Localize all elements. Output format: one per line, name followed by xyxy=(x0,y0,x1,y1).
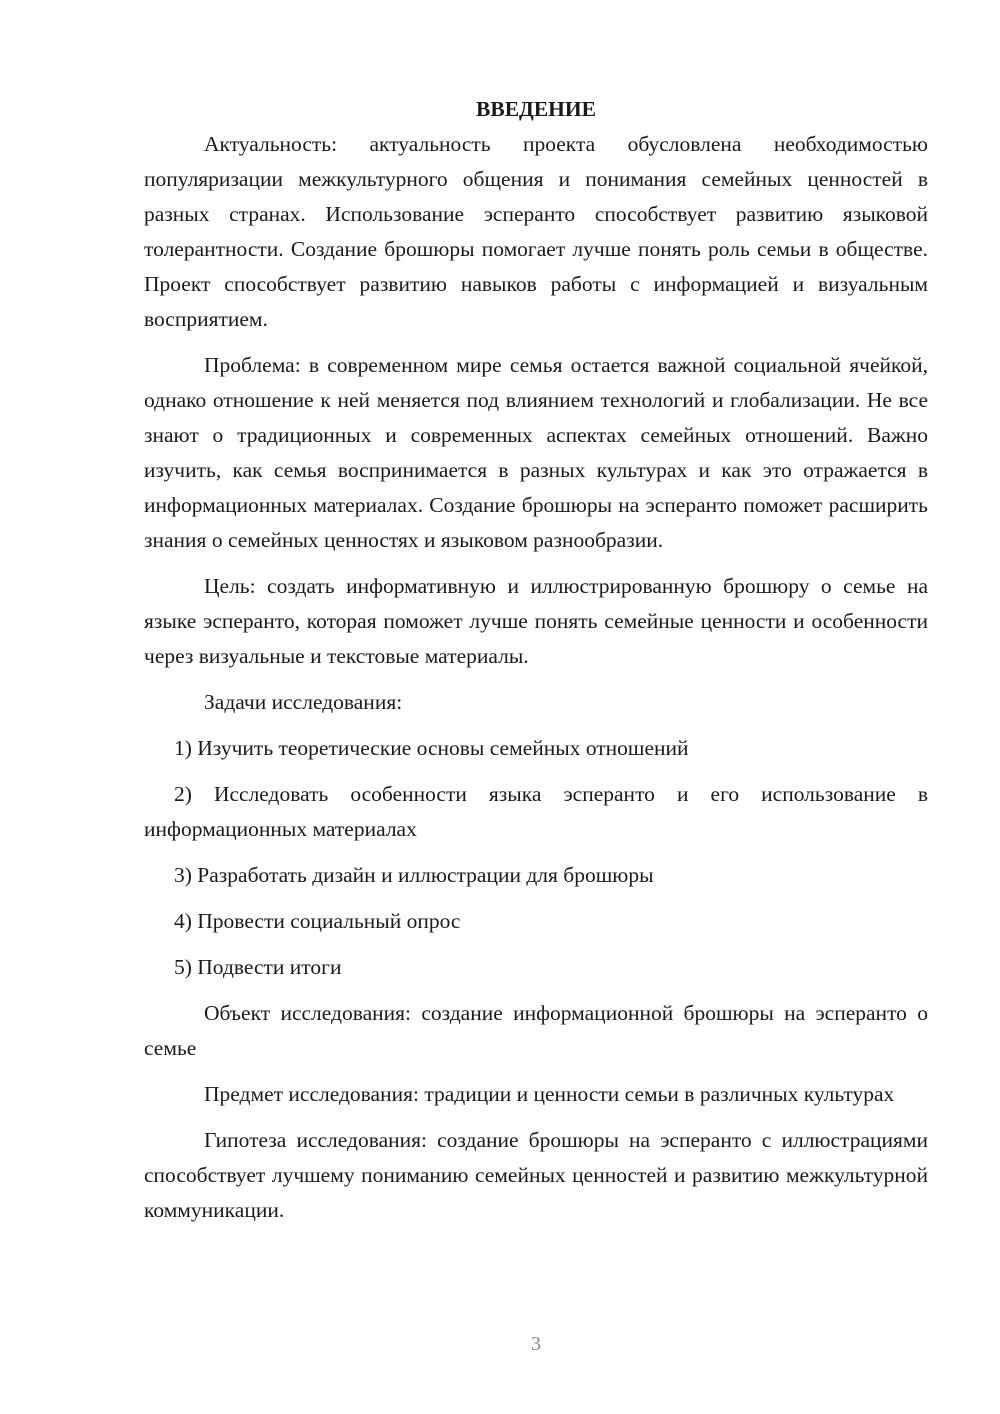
problem-paragraph: Проблема: в современном мире семья остается важной социальной ячейкой, однако отношение к ней меняется под влиянием технологий и глобализации. Не все знают о традиционных и современных аспектах семейных отношений. Важно изучить, как семья воспринимается в разных культурах и как это отражается в информационных материалах. Создание брошюры на эсперанто поможет расширить знания о семейных ценностях и языковом разнообразии. xyxy=(144,353,928,552)
page-number: 3 xyxy=(531,1333,541,1355)
document-content xyxy=(144,92,928,1239)
task-item: 3) Разработать дизайн и иллюстрации для брошюры xyxy=(174,863,654,887)
task-item: 1) Изучить теоретические основы семейных отношений xyxy=(174,736,689,760)
task-item: 2) Исследовать особенности языка эсперанто и его использование в информационных материалах xyxy=(144,782,928,841)
subject-paragraph: Предмет исследования: традиции и ценности семьи в различных культурах xyxy=(204,1082,895,1106)
tasks-heading: Задачи исследования: xyxy=(204,690,403,714)
object-paragraph: Объект исследования: создание информационной брошюры на эсперанто о семье xyxy=(144,1001,928,1060)
relevance-paragraph: Актуальность: актуальность проекта обусловлена необходимостью популяризации межкультурного общения и понимания семейных ценностей в разных странах. Использование эсперанто способствует развитию языковой толерантности. Создание брошюры помогает лучше понять роль семьи в обществе. Проект способствует развитию навыков работы с информацией и визуальным восприятием. xyxy=(144,132,928,331)
hypothesis-paragraph: Гипотеза исследования: создание брошюры на эсперанто с иллюстрациями способствует лучшему пониманию семейных ценностей и развитию межкультурной коммуникации. xyxy=(144,1128,928,1222)
task-item: 4) Провести социальный опрос xyxy=(174,909,461,933)
goal-paragraph: Цель: создать информативную и иллюстрированную брошюру о семье на языке эсперанто, которая поможет лучше понять семейные ценности и особенности через визуальные и текстовые материалы. xyxy=(144,574,928,668)
section-title: ВВЕДЕНИЕ xyxy=(476,97,596,121)
task-item: 5) Подвести итоги xyxy=(174,955,342,979)
